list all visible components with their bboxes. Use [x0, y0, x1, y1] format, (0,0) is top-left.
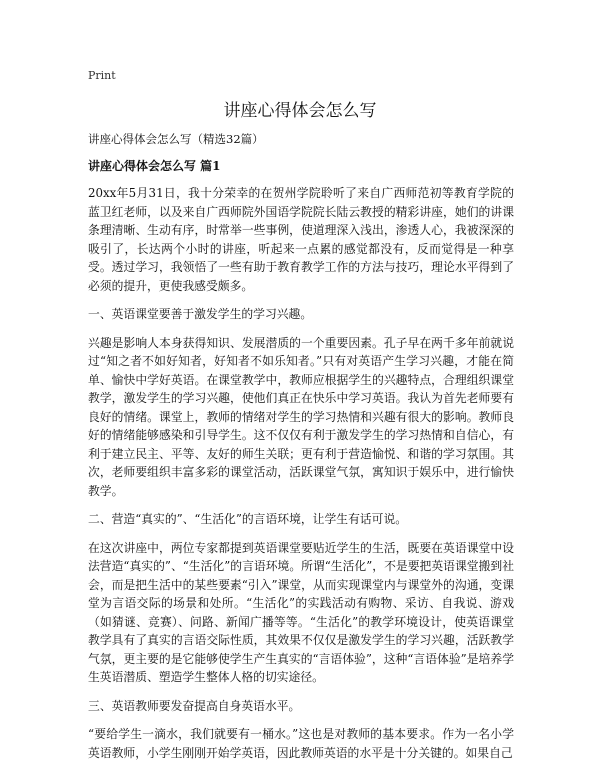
paragraph-environment: 在这次讲座中，两位专家都提到英语课堂要贴近学生的生活，既要在英语课堂中设法营造“真实的”、“生活化”的言语环境。所谓“生活化”，不是要把英语课堂搬到社会，而是把生活中的某些要素“引入”课堂，从而实现课堂内与课堂外的沟通，变课堂为言语交际的场景和处所。“生活化”的实践活动有购物、采访、自我说、游戏（如猜谜、竞赛）、问路、新闻广播等等。“生活化”的教学环境设计，使英语课堂教学具有了真实的言语交际性质，其效果不仅仅是激发学生的学习兴趣，活跃教学气氛，更主要的是它能够使学生产生真实的“言语体验”，这种“言语体验”是培养学生英语潜质、塑造学生整体人格的切实途径。: [88, 540, 514, 684]
page-title: 讲座心得体会怎么写: [223, 101, 377, 121]
print-label[interactable]: Print: [88, 69, 116, 82]
paragraph-teacher: “要给学生一滴水，我们就要有一桶水。”这也是对教师的基本要求。作为一名小学英语教师，小学生刚刚开始学英语，因此教师英语的水平是十分关键的。如果自己: [88, 727, 514, 760]
heading-3: 三、英语教师要发奋提高自身英语水平。: [88, 698, 301, 713]
section-title: 讲座心得体会怎么写 篇1: [88, 159, 221, 173]
paragraph-intro: 20xx年5月31日，我十分荣幸的在贺州学院聆听了来自广西师范初等教育学院的蓝卫红老师，以及来自广西师院外国语学院院长陆云教授的精彩讲座，她们的讲课条理清晰、生动有序，时常举一些事例，使道理深入浅出，渗透人心，我被深深的吸引了，长达两个小时的讲座，听起来一点累的感觉都没有，反而觉得是一种享受。透过学习，我领悟了一些有助于教育教学工作的方法与技巧，理论水平得到了必须的提升，更使我感受颇多。: [88, 186, 514, 293]
heading-2: 二、营造“真实的”、“生活化”的言语环境，让学生有话可说。: [88, 512, 408, 526]
document-subtitle: 讲座心得体会怎么写（精选32篇）: [88, 132, 264, 146]
document-body: [88, 130, 514, 772]
heading-1: 一、英语课堂要善于激发学生的学习兴趣。: [88, 307, 313, 321]
paragraph-interest: 兴趣是影响人本身获得知识、发展潜质的一个重要因素。孔子早在两千多年前就说过“知之者不如好知者，好知者不如乐知者。”只有对英语产生学习兴趣，才能在简单、愉快中学好英语。在课堂教学中，教师应根据学生的兴趣特点，合理组织课堂教学，激发学生的学习兴趣，使他们真正在快乐中学习英语。我认为首先老师要有良好的情绪。课堂上，教师的情绪对学生的学习热情和兴趣有很大的影响。教师良好的情绪能够感染和引导学生。这不仅仅有利于激发学生的学习热情和自信心，有利于建立民主、平等、友好的师生关联；更有利于营造愉悦、和谐的学习氛围。其次，老师要组织丰富多彩的课堂活动，活跃课堂气氛，寓知识于娱乐中，进行愉快教学。: [88, 335, 514, 498]
